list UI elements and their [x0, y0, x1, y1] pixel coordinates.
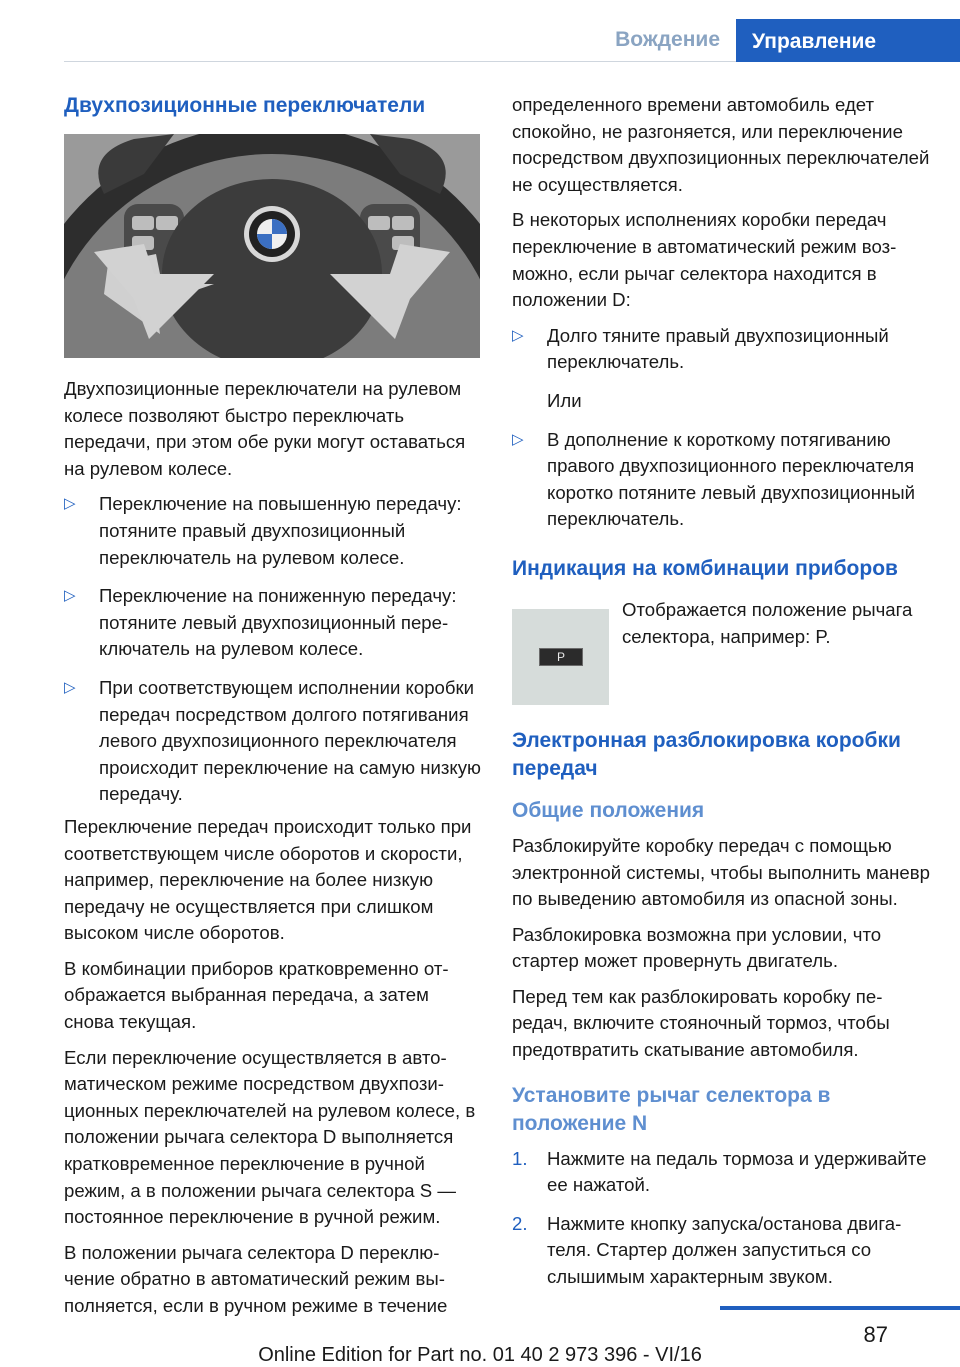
paragraph: В комбинации приборов кратковременно отображается выбранная передача, а затем снова текущая.	[64, 957, 449, 1033]
right-column	[512, 92, 932, 1303]
triangle-bullet-icon: ▷	[64, 587, 76, 605]
instrument-display-image	[512, 609, 609, 705]
page-footer	[0, 1306, 960, 1366]
subheading-set-neutral: Установите рычаг селектора в положение N	[512, 1083, 831, 1135]
header-chapter-tab[interactable]: Управление	[736, 19, 960, 62]
bullet-item: ▷ В дополнение к короткому потягиванию правого двухпозиционного переключателя коротко потяните левый двухпозиционный переключатель.	[512, 428, 916, 530]
auto-mode-bullet-list	[512, 323, 932, 376]
subheading-general: Общие положения	[512, 798, 705, 822]
paragraph: В положении рычага селектора D переключение обратно в автоматический режим выполняется, если в ручном режиме в течение	[64, 1241, 448, 1316]
bullet-item: ▷ При соответствующем исполнении коробки передач посредством долгого потягивания левого двухпозиционного переключателя происходит переключение на самую низкую передачу.	[64, 676, 481, 805]
page-number: 87	[863, 1322, 888, 1347]
heading-electronic-unlock: Электронная разблокировка коробки передач	[512, 728, 901, 780]
shift-bullet-list	[64, 491, 482, 808]
bullet-item: ▷ Долго тяните правый двухпозиционный переключатель.	[512, 324, 889, 373]
display-indicator-row	[512, 597, 932, 705]
intro-paragraph: Двухпозиционные переключатели на рулевом колесе позволяют быстро переключать передачи, при этом обе руки могут оставаться на рулевом колесе.	[64, 378, 466, 479]
edition-note: Online Edition for Part no. 01 40 2 973 396 - VI/16	[258, 1344, 702, 1366]
footer-rule	[720, 1306, 960, 1310]
triangle-bullet-icon: ▷	[512, 430, 524, 448]
triangle-bullet-icon: ▷	[64, 495, 76, 513]
paragraph: Разблокируйте коробку передач с помощью электронной системы, чтобы выполнить маневр по выведению автомобиля из опасной зоны.	[512, 834, 930, 910]
paragraph: Перед тем как разблокировать коробку передач, включите стояночный тормоз, чтобы предотвратить скатывание автомобиля.	[512, 985, 890, 1061]
left-column	[64, 92, 482, 1329]
step-number: 1.	[512, 1147, 528, 1169]
step-item: 2. Нажмите кнопку запуска/останова двигателя. Стартер должен запуститься со слышимым характерным звуком.	[512, 1212, 902, 1288]
step-item: 1. Нажмите на педаль тормоза и удерживайте ее нажатой.	[512, 1147, 927, 1196]
paragraph: определенного времени автомобиль едет спокойно, не разгоняется, или переключение посредством двухпозиционных переключателей не осуществляется.	[512, 94, 930, 195]
heading-paddle-shifters: Двухпозиционные переключатели	[64, 94, 426, 117]
paragraph: Если переключение осуществляется в автоматическом режиме посредством двухпозиционных переключателей на рулевом колесе, в положении рычага селектора D выполняется кратковременное переключение в ручной режим, а в положении рычага селектора S — постоянное переключение в ручной режим.	[64, 1046, 476, 1228]
page-header	[0, 0, 960, 62]
steps-list	[512, 1146, 932, 1291]
bullet-item: ▷ Переключение на повышенную передачу: потяните правый двухпозиционный переключатель на рулевом колесе.	[64, 493, 462, 568]
display-description: Отображается положение рычага селектора, например: P.	[622, 598, 913, 647]
or-text: Или	[547, 389, 582, 411]
steering-wheel-photo	[64, 134, 480, 358]
paragraph: Переключение передач происходит только при соответствующем числе оборотов и скорости, например, переключение на более низкую передачу не осуществляется при слишком высоком числе оборотов.	[64, 815, 472, 944]
step-number: 2.	[512, 1212, 528, 1234]
triangle-bullet-icon: ▷	[64, 678, 76, 696]
heading-instrument-display: Индикация на комбинации приборов	[512, 556, 898, 580]
paragraph: Разблокировка возможна при условии, что стартер может провернуть двигатель.	[512, 923, 882, 972]
bullet-item: ▷ Переключение на пониженную передачу: потяните левый двухпозиционный переключатель на рулевом колесе.	[64, 585, 457, 660]
triangle-bullet-icon: ▷	[512, 326, 524, 344]
header-section[interactable]: Вождение	[615, 28, 720, 51]
steering-wheel-illustration	[64, 134, 480, 358]
gear-p-icon: P	[539, 648, 583, 666]
paragraph: В некоторых исполнениях коробки передач переключение в автоматический режим возможно, если рычаг селектора находится в положении D:	[512, 209, 897, 311]
auto-mode-bullet-list-2	[512, 427, 932, 533]
